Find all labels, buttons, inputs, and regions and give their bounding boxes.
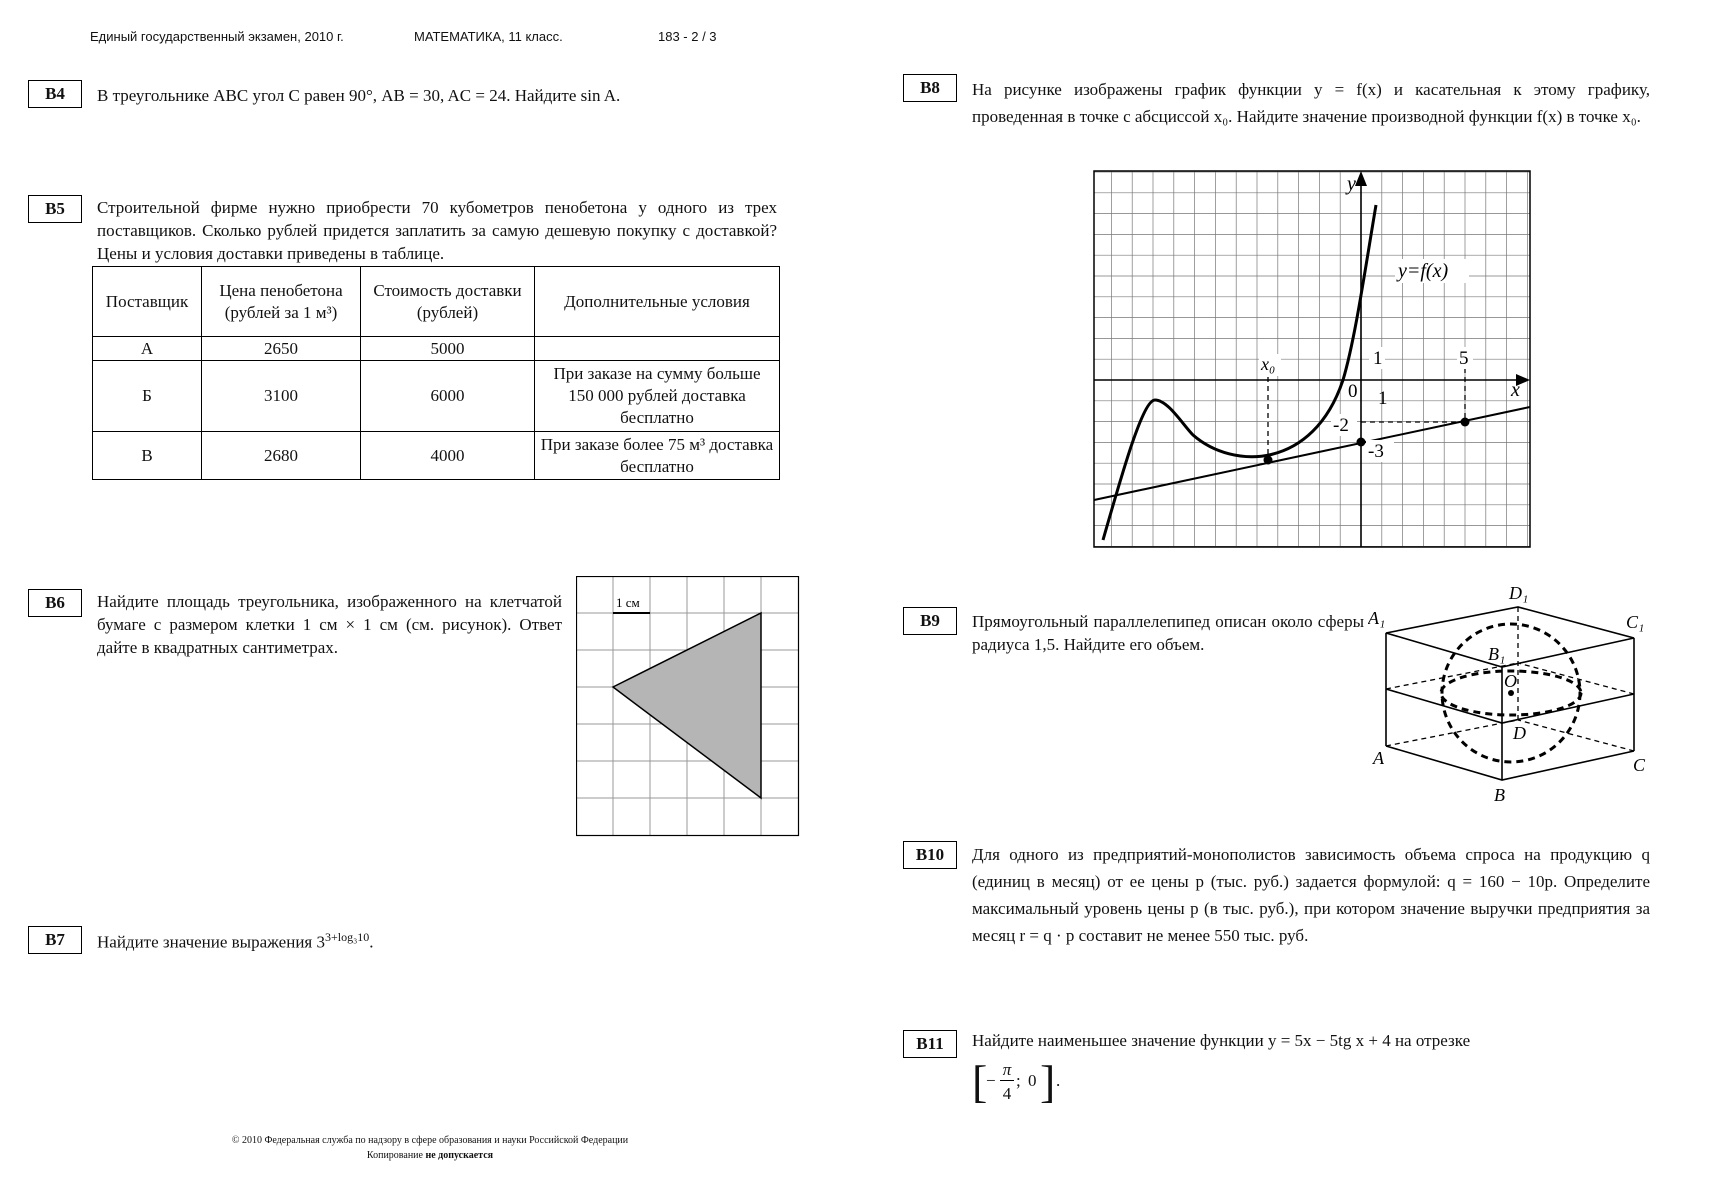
table-row <box>93 432 780 480</box>
task-label-b11: B11 <box>903 1030 957 1058</box>
b7-suffix: . <box>369 932 374 952</box>
supplier-table <box>92 266 780 480</box>
page-number: 183 - 2 / 3 <box>658 29 717 44</box>
table-cell: 6000 <box>361 361 535 432</box>
table-cell: Б <box>93 361 202 432</box>
function-graph <box>1093 170 1533 550</box>
minus-sign: − <box>986 1071 996 1090</box>
vertex-a1: A₁ <box>1368 608 1386 628</box>
x0-label: x₀ <box>1261 354 1276 374</box>
tick-label-x1: 1 <box>1378 388 1388 409</box>
table-cell <box>535 337 780 361</box>
interval-separator: ; <box>1016 1071 1021 1090</box>
exam-title: Единый государственный экзамен, 2010 г. <box>90 29 344 44</box>
tick-label-x5: 5 <box>1459 348 1469 369</box>
table-header: Цена пенобетона (рублей за 1 м³) <box>202 267 361 337</box>
table-cell: 5000 <box>361 337 535 361</box>
interval-right: 0 <box>1028 1071 1037 1090</box>
bracket-left: [ <box>972 1056 988 1107</box>
task-text-b6: Найдите площадь треугольника, изображенного на клетчатой бумаге с размером клетки 1 см × 1 см (см. рисунок). Ответ дайте в квадратных сантиметрах. <box>97 592 562 657</box>
task-text-b5: Строительной фирме нужно приобрести 70 кубометров пенобетона у одного из трех поставщиков. Сколько рублей придется заплатить за самую дешевую покупку с доставкой? Цены и условия доставки приведены в таблице. <box>97 198 777 263</box>
table-header: Дополнительные условия <box>535 267 780 337</box>
interval-period: . <box>1056 1071 1061 1090</box>
table-cell: А <box>93 337 202 361</box>
interval-numerator: π <box>1000 1060 1014 1081</box>
subject-title: МАТЕМАТИКА, 11 класс. <box>414 29 563 44</box>
vertex-b1: B₁ <box>1488 644 1506 664</box>
bracket-right: ] <box>1040 1056 1056 1107</box>
scale-label: 1 см <box>616 595 640 610</box>
vertex-d: D <box>1513 723 1526 743</box>
task-label-b10: B10 <box>903 841 957 869</box>
footer-copy-notice <box>130 1150 730 1161</box>
task-text-b4: В треугольнике ABC угол C равен 90°, AB = 30, AC = 24. Найдите sin A. <box>97 86 621 105</box>
task-label-b9: B9 <box>903 607 957 635</box>
table-cell: При заказе более 75 м³ доставка бесплатно <box>535 432 780 480</box>
b7-prefix: Найдите значение выражения <box>97 932 317 952</box>
y-axis-arrow <box>1355 171 1367 186</box>
table-cell: 2680 <box>202 432 361 480</box>
table-cell: 3100 <box>202 361 361 432</box>
vertex-c: C <box>1633 755 1646 775</box>
tick-label-y-2: -2 <box>1333 415 1349 436</box>
tangent-point <box>1264 456 1273 465</box>
tick-label-y-3: -3 <box>1368 441 1384 462</box>
footer-copy-prefix: Копирование <box>366 1150 426 1161</box>
table-row <box>93 361 780 432</box>
task-text-b8: На рисунке изображены график функции y = f(x) и касательная к этому графику, проведенная в точке с абсциссой x₀. Найдите значение производной функции f(x) в точке x₀. <box>972 80 1650 126</box>
task-label-b8: B8 <box>903 74 957 102</box>
footer-copyright: © 2010 Федеральная служба по надзору в сфере образования и науки Российской Федерации <box>231 1135 629 1146</box>
table-header: Стоимость доставки (рублей) <box>361 267 535 337</box>
task-text-b11: Найдите наименьшее значение функции y = 5x − 5tg x + 4 на отрезке <box>972 1031 1471 1050</box>
tick-label-y1: 1 <box>1373 348 1383 369</box>
b7-base: 3 <box>316 932 325 952</box>
table-cell: 4000 <box>361 432 535 480</box>
vertex-b: B <box>1494 785 1505 805</box>
table-cell: В <box>93 432 202 480</box>
parallelepiped-figure <box>1368 586 1658 806</box>
vertex-o: O <box>1504 671 1517 691</box>
vertex-d1: D₁ <box>1509 586 1529 603</box>
y-intercept-point <box>1357 438 1366 447</box>
task-label-b5: B5 <box>28 195 82 223</box>
x-axis-label: x <box>1511 379 1520 401</box>
table-cell: 2650 <box>202 337 361 361</box>
task-text-b7 <box>97 926 597 954</box>
b7-exponent: 3+log₃10 <box>324 930 370 944</box>
task-text-b10: Для одного из предприятий-монополистов зависимость объема спроса на продукцию q (единиц в месяц) от ее цены p (тыс. руб.) задается формулой: q = 160 − 10p. Определите максимальный уровень цены p (в тыс. руб.), при котором значение выручки предприятия за месяц r = q · p составит не менее 550 тыс. руб. <box>972 845 1650 945</box>
task-label-b6: B6 <box>28 589 82 617</box>
y-axis-label: y <box>1347 173 1356 195</box>
top-face <box>1386 607 1634 667</box>
task-text-b9: Прямоугольный параллелепипед описан около сферы радиуса 1,5. Найдите его объем. <box>972 612 1364 654</box>
vertex-a: A <box>1373 748 1384 768</box>
func-label: y=f(x) <box>1398 260 1449 282</box>
task-label-b7: B7 <box>28 926 82 954</box>
tangent-point-x5 <box>1461 418 1470 427</box>
footer-copy-bold: не допускается <box>425 1150 494 1161</box>
table-cell: При заказе на сумму больше 150 000 рублей доставка бесплатно <box>535 361 780 432</box>
interval-denominator: 4 <box>1002 1084 1012 1103</box>
tick-label-origin: 0 <box>1348 381 1358 402</box>
task-label-b4: B4 <box>28 80 82 108</box>
vertex-c1: C₁ <box>1626 612 1645 632</box>
triangle-grid-figure <box>576 576 800 838</box>
table-row <box>93 337 780 361</box>
table-header: Поставщик <box>93 267 202 337</box>
